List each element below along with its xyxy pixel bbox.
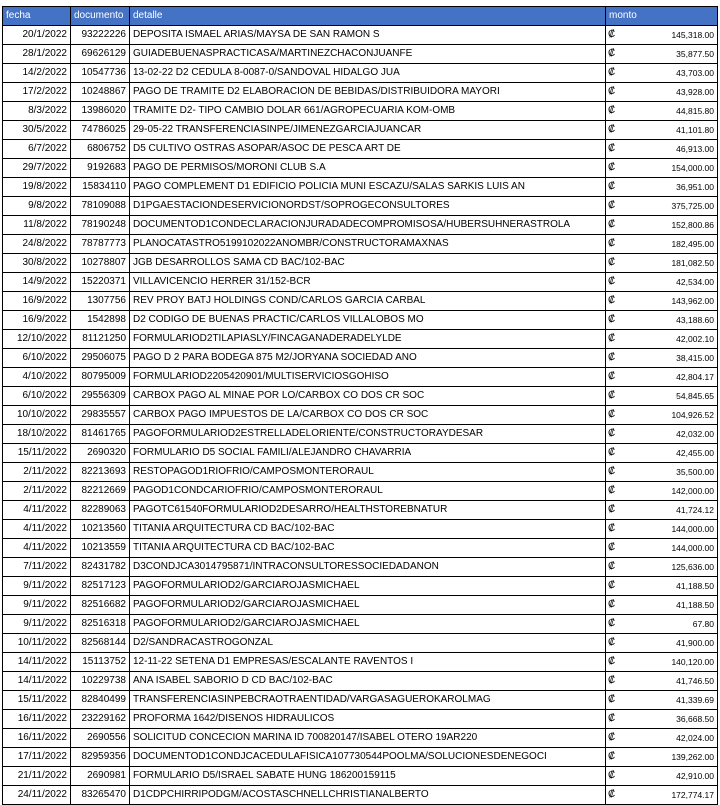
cell-documento[interactable]: 29556309 — [71, 387, 130, 406]
cell-fecha[interactable]: 4/11/2022 — [3, 539, 71, 558]
cell-detalle[interactable]: PAGO DE TRAMITE D2 ELABORACION DE BEBIDAS/DISTRIBUIDORA MAYORI — [130, 83, 606, 102]
cell-documento[interactable]: 2690320 — [71, 444, 130, 463]
header-fecha[interactable]: fecha — [3, 7, 71, 26]
cell-fecha[interactable]: 24/11/2022 — [3, 786, 71, 805]
cell-monto[interactable] — [606, 539, 718, 558]
table-row — [3, 634, 718, 653]
amount-value: 36,951.00 — [676, 182, 714, 192]
cell-documento[interactable]: 69626129 — [71, 45, 130, 64]
currency-symbol: ₡ — [608, 295, 616, 306]
amount-value: 35,500.00 — [676, 467, 714, 477]
cell-documento[interactable]: 10248867 — [71, 83, 130, 102]
table-row — [3, 140, 718, 159]
cell-fecha[interactable]: 20/1/2022 — [3, 26, 71, 45]
currency-symbol: ₡ — [608, 390, 616, 401]
table-row — [3, 482, 718, 501]
currency-symbol: ₡ — [608, 257, 616, 268]
cell-monto[interactable] — [606, 45, 718, 64]
cell-detalle[interactable]: FORMULARIOD2205420901/MULTISERVICIOSGOHISO — [130, 368, 606, 387]
cell-fecha[interactable]: 9/8/2022 — [3, 197, 71, 216]
currency-symbol: ₡ — [608, 276, 616, 287]
cell-detalle[interactable]: TRAMITE D2- TIPO CAMBIO DOLAR 661/AGROPECUARIA KOM-OMB — [130, 102, 606, 121]
cell-monto[interactable] — [606, 83, 718, 102]
amount-value: 42,910.00 — [676, 771, 714, 781]
cell-detalle[interactable]: JGB DESARROLLOS SAMA CD BAC/102-BAC — [130, 254, 606, 273]
cell-documento[interactable]: 78787773 — [71, 235, 130, 254]
amount-value: 43,188.60 — [676, 315, 714, 325]
cell-detalle[interactable]: CARBOX PAGO AL MINAE POR LO/CARBOX CO DOS CR SOC — [130, 387, 606, 406]
cell-fecha[interactable]: 15/11/2022 — [3, 444, 71, 463]
cell-monto[interactable] — [606, 691, 718, 710]
cell-documento[interactable]: 23229162 — [71, 710, 130, 729]
cell-documento[interactable]: 13986020 — [71, 102, 130, 121]
cell-detalle[interactable]: 12-11-22 SETENA D1 EMPRESAS/ESCALANTE RAVENTOS I — [130, 653, 606, 672]
cell-monto[interactable] — [606, 786, 718, 805]
table-row — [3, 463, 718, 482]
amount-value: 36,668.50 — [676, 714, 714, 724]
table-row — [3, 159, 718, 178]
cell-fecha[interactable]: 8/3/2022 — [3, 102, 71, 121]
amount-value: 41,724.12 — [676, 505, 714, 515]
cell-fecha[interactable]: 10/11/2022 — [3, 634, 71, 653]
currency-symbol: ₡ — [608, 656, 616, 667]
cell-detalle[interactable]: D2/SANDRACASTROGONZAL — [130, 634, 606, 653]
amount-value: 139,262.00 — [671, 752, 714, 762]
amount-value: 41,900.00 — [676, 638, 714, 648]
cell-monto[interactable] — [606, 482, 718, 501]
table-row — [3, 406, 718, 425]
currency-symbol: ₡ — [608, 789, 616, 800]
cell-monto[interactable] — [606, 387, 718, 406]
cell-monto[interactable] — [606, 102, 718, 121]
cell-detalle[interactable]: TITANIA ARQUITECTURA CD BAC/102-BAC — [130, 539, 606, 558]
cell-fecha[interactable]: 9/11/2022 — [3, 596, 71, 615]
cell-monto[interactable] — [606, 330, 718, 349]
cell-detalle[interactable]: PAGOFORMULARIOD2/GARCIAROJASMICHAEL — [130, 577, 606, 596]
cell-fecha[interactable]: 4/10/2022 — [3, 368, 71, 387]
cell-detalle[interactable]: PAGOFORMULARIOD2ESTRELLADELORIENTE/CONSTRUCTORAYDESAR — [130, 425, 606, 444]
table-row — [3, 387, 718, 406]
cell-fecha[interactable]: 14/11/2022 — [3, 653, 71, 672]
currency-symbol: ₡ — [608, 751, 616, 762]
cell-fecha[interactable]: 6/7/2022 — [3, 140, 71, 159]
cell-monto[interactable] — [606, 254, 718, 273]
cell-monto[interactable] — [606, 596, 718, 615]
cell-documento[interactable]: 82517123 — [71, 577, 130, 596]
amount-value: 181,082.50 — [671, 258, 714, 268]
table-row — [3, 178, 718, 197]
cell-detalle[interactable]: RESTOPAGOD1RIOFRIO/CAMPOSMONTERORAUL — [130, 463, 606, 482]
cell-documento[interactable]: 82431782 — [71, 558, 130, 577]
cell-monto[interactable] — [606, 653, 718, 672]
cell-detalle[interactable]: PROFORMA 1642/DISENOS HIDRAULICOS — [130, 710, 606, 729]
currency-symbol: ₡ — [608, 694, 616, 705]
currency-symbol: ₡ — [608, 105, 616, 116]
currency-symbol: ₡ — [608, 732, 616, 743]
cell-detalle[interactable]: PLANOCATASTRO5199102022ANOMBR/CONSTRUCTORAMAXNAS — [130, 235, 606, 254]
cell-fecha[interactable]: 21/11/2022 — [3, 767, 71, 786]
currency-symbol: ₡ — [608, 200, 616, 211]
cell-documento[interactable]: 82840499 — [71, 691, 130, 710]
currency-symbol: ₡ — [608, 485, 616, 496]
table-row — [3, 83, 718, 102]
cell-documento[interactable]: 15113752 — [71, 653, 130, 672]
table-row — [3, 786, 718, 805]
cell-detalle[interactable]: D1CDPCHIRRIPODGM/ACOSTASCHNELLCHRISTIANALBERTO — [130, 786, 606, 805]
cell-fecha[interactable]: 14/2/2022 — [3, 64, 71, 83]
amount-value: 41,339.69 — [676, 695, 714, 705]
table-row — [3, 235, 718, 254]
cell-detalle[interactable]: FORMULARIOD2TILAPIASLY/FINCAGANADERADELYLDE — [130, 330, 606, 349]
cell-detalle[interactable]: SOLICITUD CONCECION MARINA ID 700820147/ISABEL OTERO 19AR220 — [130, 729, 606, 748]
currency-symbol: ₡ — [608, 48, 616, 59]
amount-value: 125,636.00 — [671, 562, 714, 572]
amount-value: 42,804.17 — [676, 372, 714, 382]
cell-monto[interactable] — [606, 235, 718, 254]
cell-fecha[interactable]: 18/10/2022 — [3, 425, 71, 444]
cell-detalle[interactable]: TRANSFERENCIASINPEBCRAOTRAENTIDAD/VARGASAGUEROKAROLMAG — [130, 691, 606, 710]
cell-documento[interactable]: 80795009 — [71, 368, 130, 387]
table-row — [3, 672, 718, 691]
cell-detalle[interactable]: 13-02-22 D2 CEDULA 8-0087-0/SANDOVAL HIDALGO JUA — [130, 64, 606, 83]
cell-documento[interactable]: 81121250 — [71, 330, 130, 349]
cell-detalle[interactable]: PAGO COMPLEMENT D1 EDIFICIO POLICIA MUNI ESCAZU/SALAS SARKIS LUIS AN — [130, 178, 606, 197]
cell-detalle[interactable]: FORMULARIO D5 SOCIAL FAMILI/ALEJANDRO CHAVARRIA — [130, 444, 606, 463]
amount-value: 145,318.00 — [671, 30, 714, 40]
cell-monto[interactable] — [606, 406, 718, 425]
cell-monto[interactable] — [606, 577, 718, 596]
cell-monto[interactable] — [606, 26, 718, 45]
amount-value: 54,845.65 — [676, 391, 714, 401]
amount-value: 42,455.00 — [676, 448, 714, 458]
cell-documento[interactable]: 10229738 — [71, 672, 130, 691]
table-row — [3, 292, 718, 311]
table-row — [3, 444, 718, 463]
amount-value: 35,877.50 — [676, 49, 714, 59]
cell-monto[interactable] — [606, 64, 718, 83]
cell-detalle[interactable]: DOCUMENTOD1CONDECLARACIONJURADADECOMPROMISOSA/HUBERSUHNERASTROLA — [130, 216, 606, 235]
cell-fecha[interactable]: 11/8/2022 — [3, 216, 71, 235]
cell-fecha[interactable]: 17/11/2022 — [3, 748, 71, 767]
amount-value: 41,188.50 — [676, 581, 714, 591]
cell-fecha[interactable]: 16/9/2022 — [3, 311, 71, 330]
cell-documento[interactable]: 82959356 — [71, 748, 130, 767]
table-row — [3, 577, 718, 596]
amount-value: 38,415.00 — [676, 353, 714, 363]
cell-fecha[interactable]: 14/11/2022 — [3, 672, 71, 691]
amount-value: 144,000.00 — [671, 543, 714, 553]
cell-fecha[interactable]: 19/8/2022 — [3, 178, 71, 197]
cell-fecha[interactable]: 6/10/2022 — [3, 387, 71, 406]
table-row — [3, 596, 718, 615]
table-row — [3, 710, 718, 729]
cell-detalle[interactable]: D1PGAESTACIONDESERVICIONORDST/SOPROGECONSULTORES — [130, 197, 606, 216]
cell-documento[interactable]: 93222226 — [71, 26, 130, 45]
cell-fecha[interactable]: 2/11/2022 — [3, 463, 71, 482]
header-monto[interactable]: monto — [606, 7, 718, 26]
amount-value: 42,024.00 — [676, 733, 714, 743]
currency-symbol: ₡ — [608, 409, 616, 420]
cell-fecha[interactable]: 10/10/2022 — [3, 406, 71, 425]
cell-detalle[interactable]: CARBOX PAGO IMPUESTOS DE LA/CARBOX CO DOS CR SOC — [130, 406, 606, 425]
cell-fecha[interactable]: 30/5/2022 — [3, 121, 71, 140]
cell-documento[interactable]: 10213559 — [71, 539, 130, 558]
table-row — [3, 653, 718, 672]
table-row — [3, 64, 718, 83]
cell-documento[interactable]: 15220371 — [71, 273, 130, 292]
currency-symbol: ₡ — [608, 371, 616, 382]
amount-value: 104,926.52 — [671, 410, 714, 420]
cell-monto[interactable] — [606, 216, 718, 235]
cell-monto[interactable] — [606, 520, 718, 539]
currency-symbol: ₡ — [608, 238, 616, 249]
cell-documento[interactable]: 82516682 — [71, 596, 130, 615]
cell-fecha[interactable]: 6/10/2022 — [3, 349, 71, 368]
table-row — [3, 197, 718, 216]
amount-value: 144,000.00 — [671, 524, 714, 534]
cell-monto[interactable] — [606, 501, 718, 520]
amount-value: 43,703.00 — [676, 68, 714, 78]
table-row — [3, 330, 718, 349]
amount-value: 42,032.00 — [676, 429, 714, 439]
cell-documento[interactable]: 81461765 — [71, 425, 130, 444]
currency-symbol: ₡ — [608, 219, 616, 230]
cell-fecha[interactable]: 14/9/2022 — [3, 273, 71, 292]
cell-monto[interactable] — [606, 311, 718, 330]
cell-fecha[interactable]: 16/11/2022 — [3, 729, 71, 748]
cell-documento[interactable]: 10278807 — [71, 254, 130, 273]
cell-monto[interactable] — [606, 349, 718, 368]
table-row — [3, 273, 718, 292]
cell-monto[interactable] — [606, 178, 718, 197]
cell-monto[interactable] — [606, 273, 718, 292]
cell-documento[interactable]: 29835557 — [71, 406, 130, 425]
header-detalle[interactable]: detalle — [130, 7, 606, 26]
cell-fecha[interactable]: 28/1/2022 — [3, 45, 71, 64]
currency-symbol: ₡ — [608, 181, 616, 192]
table-row — [3, 121, 718, 140]
currency-symbol: ₡ — [608, 542, 616, 553]
amount-value: 152,800.86 — [671, 220, 714, 230]
cell-monto[interactable] — [606, 425, 718, 444]
table-row — [3, 368, 718, 387]
amount-value: 42,002.10 — [676, 334, 714, 344]
table-row — [3, 691, 718, 710]
table-row — [3, 767, 718, 786]
currency-symbol: ₡ — [608, 618, 616, 629]
amount-value: 140,120.00 — [671, 657, 714, 667]
currency-symbol: ₡ — [608, 504, 616, 515]
cell-documento[interactable]: 9192683 — [71, 159, 130, 178]
table-row — [3, 349, 718, 368]
cell-detalle[interactable]: REV PROY BATJ HOLDINGS COND/CARLOS GARCIA CARBAL — [130, 292, 606, 311]
currency-symbol: ₡ — [608, 580, 616, 591]
cell-fecha[interactable]: 29/7/2022 — [3, 159, 71, 178]
cell-detalle[interactable]: PAGOFORMULARIOD2/GARCIAROJASMICHAEL — [130, 615, 606, 634]
transactions-table — [2, 6, 718, 805]
header-documento[interactable]: documento — [71, 7, 130, 26]
currency-symbol: ₡ — [608, 561, 616, 572]
header-row — [3, 7, 718, 26]
cell-documento[interactable]: 2690556 — [71, 729, 130, 748]
cell-monto[interactable] — [606, 463, 718, 482]
currency-symbol: ₡ — [608, 447, 616, 458]
amount-value: 46,913.00 — [676, 144, 714, 154]
cell-detalle[interactable]: PAGO DE PERMISOS/MORONI CLUB S.A — [130, 159, 606, 178]
cell-detalle[interactable]: 29-05-22 TRANSFERENCIASINPE/JIMENEZGARCIAJUANCAR — [130, 121, 606, 140]
table-row — [3, 102, 718, 121]
amount-value: 44,815.80 — [676, 106, 714, 116]
amount-value: 41,188.50 — [676, 600, 714, 610]
cell-documento[interactable]: 15834110 — [71, 178, 130, 197]
cell-monto[interactable] — [606, 159, 718, 178]
cell-detalle[interactable]: FORMULARIO D5/ISRAEL SABATE HUNG 186200159115 — [130, 767, 606, 786]
cell-fecha[interactable]: 30/8/2022 — [3, 254, 71, 273]
currency-symbol: ₡ — [608, 86, 616, 97]
table-row — [3, 501, 718, 520]
cell-documento[interactable]: 29506075 — [71, 349, 130, 368]
cell-monto[interactable] — [606, 444, 718, 463]
table-row — [3, 520, 718, 539]
cell-fecha[interactable]: 9/11/2022 — [3, 615, 71, 634]
cell-documento[interactable]: 82568144 — [71, 634, 130, 653]
amount-value: 43,928.00 — [676, 87, 714, 97]
cell-documento[interactable]: 82212669 — [71, 482, 130, 501]
cell-fecha[interactable]: 15/11/2022 — [3, 691, 71, 710]
amount-value: 182,495.00 — [671, 239, 714, 249]
amount-value: 41,746.50 — [676, 676, 714, 686]
cell-detalle[interactable]: PAGOTC61540FORMULARIOD2DESARRO/HEALTHSTOREBNATUR — [130, 501, 606, 520]
cell-detalle[interactable]: PAGOD1CONDCARIOFRIO/CAMPOSMONTERORAUL — [130, 482, 606, 501]
cell-documento[interactable]: 1542898 — [71, 311, 130, 330]
amount-value: 67.80 — [692, 619, 714, 629]
cell-documento[interactable]: 6806752 — [71, 140, 130, 159]
cell-fecha[interactable]: 9/11/2022 — [3, 577, 71, 596]
cell-monto[interactable] — [606, 748, 718, 767]
currency-symbol: ₡ — [608, 143, 616, 154]
cell-fecha[interactable]: 16/11/2022 — [3, 710, 71, 729]
cell-detalle[interactable]: VILLAVICENCIO HERRER 31/152-BCR — [130, 273, 606, 292]
cell-detalle[interactable]: DOCUMENTOD1CONDJCACEDULAFISICA107730544POOLMA/SOLUCIONESDENEGOCI — [130, 748, 606, 767]
currency-symbol: ₡ — [608, 770, 616, 781]
amount-value: 154,000.00 — [671, 163, 714, 173]
currency-symbol: ₡ — [608, 675, 616, 686]
cell-monto[interactable] — [606, 729, 718, 748]
currency-symbol: ₡ — [608, 713, 616, 724]
cell-detalle[interactable]: D3CONDJCA3014795871/INTRACONSULTORESSOCIEDADANON — [130, 558, 606, 577]
cell-fecha[interactable]: 12/10/2022 — [3, 330, 71, 349]
cell-documento[interactable]: 82289063 — [71, 501, 130, 520]
cell-detalle[interactable]: PAGO D 2 PARA BODEGA 875 M2/JORYANA SOCIEDAD ANO — [130, 349, 606, 368]
table-row — [3, 26, 718, 45]
currency-symbol: ₡ — [608, 29, 616, 40]
cell-detalle[interactable]: TITANIA ARQUITECTURA CD BAC/102-BAC — [130, 520, 606, 539]
table-row — [3, 729, 718, 748]
table-row — [3, 216, 718, 235]
cell-documento[interactable]: 78190248 — [71, 216, 130, 235]
cell-monto[interactable] — [606, 767, 718, 786]
cell-documento[interactable]: 1307756 — [71, 292, 130, 311]
cell-documento[interactable]: 2690981 — [71, 767, 130, 786]
cell-monto[interactable] — [606, 368, 718, 387]
cell-monto[interactable] — [606, 140, 718, 159]
table-row — [3, 254, 718, 273]
currency-symbol: ₡ — [608, 333, 616, 344]
cell-documento[interactable]: 10213560 — [71, 520, 130, 539]
table-row — [3, 539, 718, 558]
amount-value: 42,534.00 — [676, 277, 714, 287]
cell-detalle[interactable]: D2 CODIGO DE BUENAS PRACTIC/CARLOS VILLALOBOS MO — [130, 311, 606, 330]
spreadsheet — [2, 6, 718, 805]
cell-detalle[interactable]: D5 CULTIVO OSTRAS ASOPAR/ASOC DE PESCA ART DE — [130, 140, 606, 159]
cell-detalle[interactable]: DEPOSITA ISMAEL ARIAS/MAYSA DE SAN RAMON S — [130, 26, 606, 45]
currency-symbol: ₡ — [608, 124, 616, 135]
currency-symbol: ₡ — [608, 599, 616, 610]
currency-symbol: ₡ — [608, 352, 616, 363]
cell-fecha[interactable]: 4/11/2022 — [3, 501, 71, 520]
cell-documento[interactable]: 83265470 — [71, 786, 130, 805]
currency-symbol: ₡ — [608, 523, 616, 534]
amount-value: 41,101.80 — [676, 125, 714, 135]
currency-symbol: ₡ — [608, 314, 616, 325]
currency-symbol: ₡ — [608, 428, 616, 439]
cell-monto[interactable] — [606, 197, 718, 216]
table-row — [3, 425, 718, 444]
currency-symbol: ₡ — [608, 637, 616, 648]
cell-fecha[interactable]: 16/9/2022 — [3, 292, 71, 311]
cell-documento[interactable]: 82516318 — [71, 615, 130, 634]
cell-documento[interactable]: 78109088 — [71, 197, 130, 216]
cell-detalle[interactable]: GUIADEBUENASPRACTICASA/MARTINEZCHACONJUANFE — [130, 45, 606, 64]
table-row — [3, 615, 718, 634]
amount-value: 172,774.17 — [671, 790, 714, 800]
cell-monto[interactable] — [606, 634, 718, 653]
cell-fecha[interactable]: 17/2/2022 — [3, 83, 71, 102]
cell-fecha[interactable]: 24/8/2022 — [3, 235, 71, 254]
cell-monto[interactable] — [606, 672, 718, 691]
cell-documento[interactable]: 10547736 — [71, 64, 130, 83]
currency-symbol: ₡ — [608, 162, 616, 173]
table-row — [3, 45, 718, 64]
table-row — [3, 558, 718, 577]
cell-detalle[interactable]: PAGOFORMULARIOD2/GARCIAROJASMICHAEL — [130, 596, 606, 615]
table-row — [3, 311, 718, 330]
cell-documento[interactable]: 74786025 — [71, 121, 130, 140]
cell-monto[interactable] — [606, 558, 718, 577]
amount-value: 142,000.00 — [671, 486, 714, 496]
currency-symbol: ₡ — [608, 466, 616, 477]
amount-value: 143,962.00 — [671, 296, 714, 306]
table-row — [3, 748, 718, 767]
cell-monto[interactable] — [606, 292, 718, 311]
cell-documento[interactable]: 82213693 — [71, 463, 130, 482]
amount-value: 375,725.00 — [671, 201, 714, 211]
cell-fecha[interactable]: 4/11/2022 — [3, 520, 71, 539]
cell-detalle[interactable]: ANA ISABEL SABORIO D CD BAC/102-BAC — [130, 672, 606, 691]
cell-monto[interactable] — [606, 121, 718, 140]
currency-symbol: ₡ — [608, 67, 616, 78]
cell-monto[interactable] — [606, 615, 718, 634]
cell-fecha[interactable]: 7/11/2022 — [3, 558, 71, 577]
cell-fecha[interactable]: 2/11/2022 — [3, 482, 71, 501]
cell-monto[interactable] — [606, 710, 718, 729]
